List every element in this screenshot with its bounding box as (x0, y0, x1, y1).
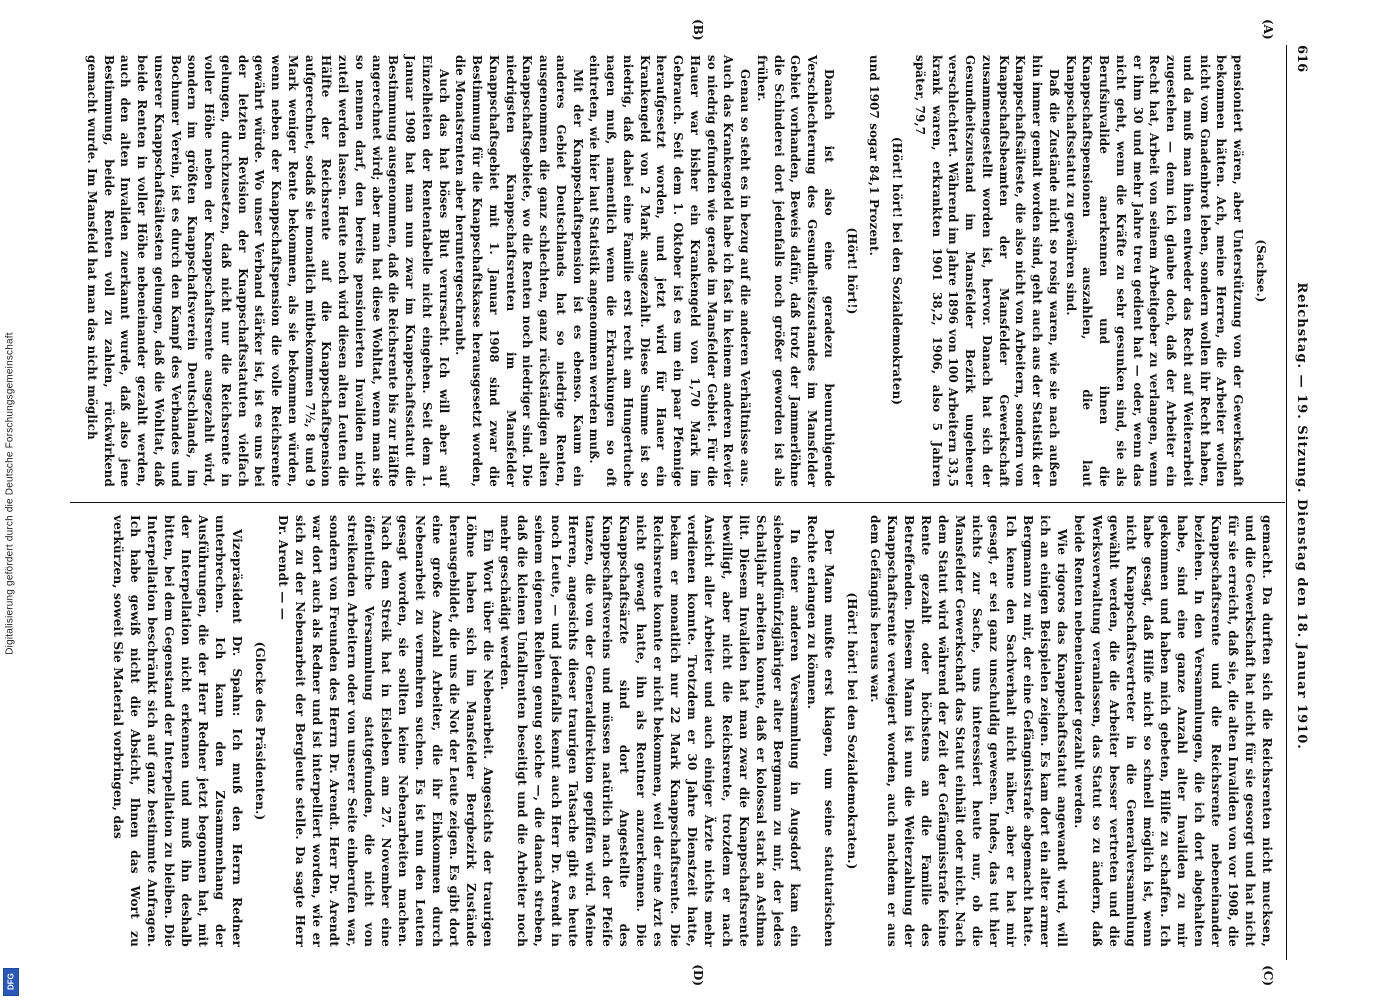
interjection: (Hört! hört!) (844, 227, 859, 315)
paragraph: pensioniert wären, aber Unterstützung von der Gewerkschaft bekommen hätten. Ach, meine Herren, die Arbeiter wollen nicht vom Gnadenbrot leben, sondern wollen ihr Recht haben, und da muß man ihnen entweder das Recht auf Weiterarbeit zugestehen — denn ich glaube doch, daß der Arbeiter ein Recht hat, Arbeit von seinem Arbeitgeber zu verlangen, wenn er ihm 30 und mehr Jahre treu gedient hat — oder, wenn das nicht geht, wenn die Kräfte zu sehr gesunken sind, sie als Berufsinvalide anerkennen und ihnen die Knappschaftspensionen auszahlen, die laut Knappschaftsstatut zu gewähren sind. (1063, 55, 1246, 487)
paragraph: Ein Wort über die Nebenarbeit. Angesichts der traurigen Löhne haben sich im Mansfelder Bergbezirk Zustände herausgebildet, die uns die Not der Leute zeigen. Es gibt dort eine große Anzahl Arbeiter, die ihr Einkommen durch Nebenarbeit zu vermehren suchen. Es ist nun den Leuten gesagt worden, sie sollten keine Nebenarbeiten machen. Nach dem Streik hat in Eisleben am 27. November eine öffentliche Versammlung stattgefunden, die nicht von streikenden Arbeitern oder von unserer Seite einberufen war, sondern von Freunden des Herrn Dr. Arendt. Herr Dr. Arendt war dort auch als Redner und ist interpelliert worden, wie er sich zu der Nebenarbeit der Bergleute stelle. Da sagte Herr Dr. Arendt — — (276, 515, 495, 947)
paragraph: Der Mann mußte erst klagen, um seine statutarischen Rechte erlangen zu können. (804, 515, 836, 947)
paragraph: Wie rigoros das Knappschaftsstatut angewandt wird, will ich an einigen Beispielen zeigen. Es kam dort ein alter armer Bergmann zu mir, der eine Gefängnisstrafe abgemacht hatte. Ich kenne den Sachverhalt nicht näher, aber er hat mir gesagt, er sei ganz unschuldig gewesen. Indes, das tut hier nichts zur Sache, uns interessiert heute nur, ob die Mansfelder Gewerkschaft das Statut einhält oder nicht. Nach dem Statut wird während der Zeit der Gefängnisstrafe keine Rente gezahlt oder höchstens an die Familie des Betreffenden. Diesem Mann ist nun die Weiterzahlung der Knappschaftsrente verweigert worden, auch nachdem er aus dem Gefängnis heraus war. (867, 515, 1070, 947)
paragraph: Genau so steht es in bezug auf die anderen Verhältnisse aus. Auch das Krankengeld habe ich fast in keinem anderen Revier so niedrig gefunden wie gerade im Mansfelder Gebiet. Für die Hauer war bisher ein Krankengeld von 1,70 Mark im Gebrauch. Seit dem 1. Oktober ist es um ein paar Pfennige heraufgesetzt worden, und jetzt wird für Hauer ein Krankengeld von 2 Mark ausgezahlt. Diese Summe ist so niedrig, daß dabei eine Familie erst recht am Hungertuche nagen muß, namentlich wenn die Erkrankungen so oft eintreten, wie hier laut Statistik angenommen werden muß. (587, 55, 753, 487)
header-rule (1286, 45, 1287, 960)
paragraph: Danach ist also eine geradezu beunruhigende Verschlechterung des Gesundheitszustandes im Mansfelder Gebiet vorhanden, Beweis dafür, daß trotz der Jammerlöhne die Schinderei dort jedenfalls noch größer geworden ist als früher. (755, 55, 836, 487)
page-number: 616 (1294, 45, 1310, 73)
interjection: (Glocke des Präsidenten.) (253, 641, 268, 821)
paragraph: Mit der Knappschaftspension ist es ebenso. Kaum ein anderes Gebiet Deutschlands hat so niedrige Renten, ausgenommen die ganz schlechten, ganz rückständigen alten Knappschaftsgebiete, wo die Renten noch niedriger sind. Die niedrigsten Knappschaftsrenten im Mansfelder Knappschaftsgebiet mit 1. Januar 1908 sind zwar die Bestimmung für die Knappschaftskasse herausgesetzt worden, die Monatsrenten aber heruntergeschraubt. (453, 55, 585, 487)
column-divider (70, 502, 1285, 503)
paragraph: Vizepräsident Dr. Spahn: Ich muß den Herrn Redner unterbrechen. Ich kann den Zusammenhang der Ausführungen, die der Herr Redner jetzt begonnen hat, mit der Interpellation nicht erkennen und muß ihn deshalb bitten, bei dem Gegenstand der Interpellation zu bleiben. Die Interpellation beschränkt sich auf ganz bestimmte Anfragen. Ich habe gewiß nicht die Absicht, Ihnen das Wort zu verkürzen, soweit Sie Material vorbringen, das (110, 515, 245, 947)
scanned-page (70, 19, 1315, 986)
paragraph: Daß die Zustände nicht so rosig waren, wie sie nach außen hin immer gemalt worden sind, geht auch aus der Statistik der Knappschaftsälteste, die also nicht von Arbeitern, sondern von Knappschaftsbeamten der Mansfelder Gewerkschaft zusammengestellt worden ist, hervor. Danach hat sich der Gesundheitszustand im Mansfelder Bezirk ungeheuer verschlechtert. Während im Jahre 1896 von 100 Arbeitern 33,5 krank waren, erkrankten 1901 38,2, 1906, also 5 Jahren später, 79,7 (913, 55, 1061, 487)
margin-mark-a: (A) (1261, 19, 1275, 40)
interjection: (Hört! hört! bei den Sozialdemokraten.) (844, 592, 859, 870)
side-strip (0, 0, 22, 1000)
left-column (80, 55, 1275, 487)
dfg-logo: DFG (3, 968, 19, 996)
margin-mark-c: (C) (1261, 965, 1275, 986)
margin-mark-d: (D) (691, 964, 705, 986)
paragraph: In einer anderen Versammlung in Augsdorf kam ein siebenundfünfzigjähriger alter Bergmann zu mir, der jedes Schaltjahr arbeiten konnte, daß er kolossal stark an Asthma litt. Diesem Invaliden hat man zwar die Knappschaftsrente bewilligt, aber nicht die Reichsrente, trotzdem er nach Ansicht aller Arbeiter und auch einiger Ärzte nichts mehr verdienen konnte. Trotzdem er 30 Jahre Dienstzeit hatte, bekam er monatlich nur 22 Mark Knappschaftsrente. Die Reichsrente konnte er nicht bekommen, weil der eine Arzt es nicht gewagt hatte, ihn als Rentner anzuerkennen. Die Knappschaftsärzte sind dort Angestellte des Knappschaftsvereins und müssen natürlich nach der Pfeife tanzen, die von der Generaldirektion gepfiffen wird. Meine Herren, angesichts dieser traurigen Tatsache gibt es heute noch Leute, — und jedenfalls kennt auch Herr Dr. Arendt in seinem eigenen Reihen genug solche —, die danach streben, daß die kleinen Unfallrenten beseitigt und die Arbeiter noch mehr geschädigt werden. (497, 515, 802, 947)
paragraph: und 1907 sogar 84,1 Prozent. (867, 55, 882, 256)
margin-mark-b: (B) (691, 19, 705, 41)
newspaper-page (70, 19, 1315, 986)
interjection: (Hört! hört! bei den Sozialdemokraten) (890, 136, 905, 406)
right-column (80, 515, 1275, 947)
page-title: Reichstag. — 19. Sitzung. Dienstag den 18. Januar 1910. (1294, 282, 1310, 750)
paragraph: Auch das hat böses Blut verursacht. Ich will aber auf Einzelheiten der Rententabelle nicht eingehen. Seit dem 1. Januar 1908 hat man nun zwar im Knappschaftsstatut die Bestimmung ausgenommen, daß die Reichsrente bis zur Hälfte angerechnet wird; aber man hat diese Wohltat, wenn man sie so nennen darf, den bereits pensionierten Invaliden nicht zuteil werden lassen. Heute noch wird diesen alten Leuten die Hälfte der Reichsrente auf die Knappschaftspension aufgerechnet, sodaß sie monatlich mitbekommen 7½, 8 und 9 Mark weniger Rente bekommen, als sie bekommen würden, wenn neben der Knappschaftspension die volle Reichsrente gewährt würde. Wo unser Verband stärker ist, ist es uns bei der letzten Revision der Knappschaftsstatuten vielfach gelungen, durchzusetzen, daß nicht nur die Reichsrente in voller Höhe neben der Knappschaftsrente ausgezahlt wird, sondern im größten Knappschaftsverein Deutschlands, im Bochumer Verein, ist es durch den Kampf des Verbandes und unserer Knappschaftsältesten gelungen, daß die Wohltat, daß beide Renten in voller Höhe nebeneinander gezahlt werden, auch den alten Invaliden zuerkannt wurde, daß also jene Bestimmung, beide Renten voll zu zahlen, rückwirkend gemacht wurde. Im Mansfeld hat man das nicht möglich (85, 55, 451, 487)
digitization-credit: Digitalisierung gefördert durch die Deutsche Forschungsgemeinschaft (4, 332, 16, 655)
speaker-tag: (Sachse.) (1254, 239, 1268, 303)
paragraph: gemacht. Da durften sich die Reichsrenten nicht mucksen, und die Gewerkschaft hat nicht für sie gesorgt und hat nicht für sie erreicht, daß sie, die alten Invaliden von vor 1908, die Knappschaftsrente und die Reichsrente nebeneinander beziehen. In den Versammlungen, die ich dort abgehalten habe, sind eine ganze Anzahl alter Invaliden zu mir gekommen und haben mich gebeten, Hilfe zu schaffen. Ich habe gesagt, daß Hilfe nicht so schnell möglich ist, wenn nicht Knappschaftsvertreter in die Generalversammlung gewählt werden, die die Arbeiter besser vertreten und die Werksverwaltung veranlassen, das Statut so zu ändern, daß beide Renten nebeneinander gezahlt werden. (1072, 515, 1274, 947)
page-header (1289, 45, 1315, 960)
